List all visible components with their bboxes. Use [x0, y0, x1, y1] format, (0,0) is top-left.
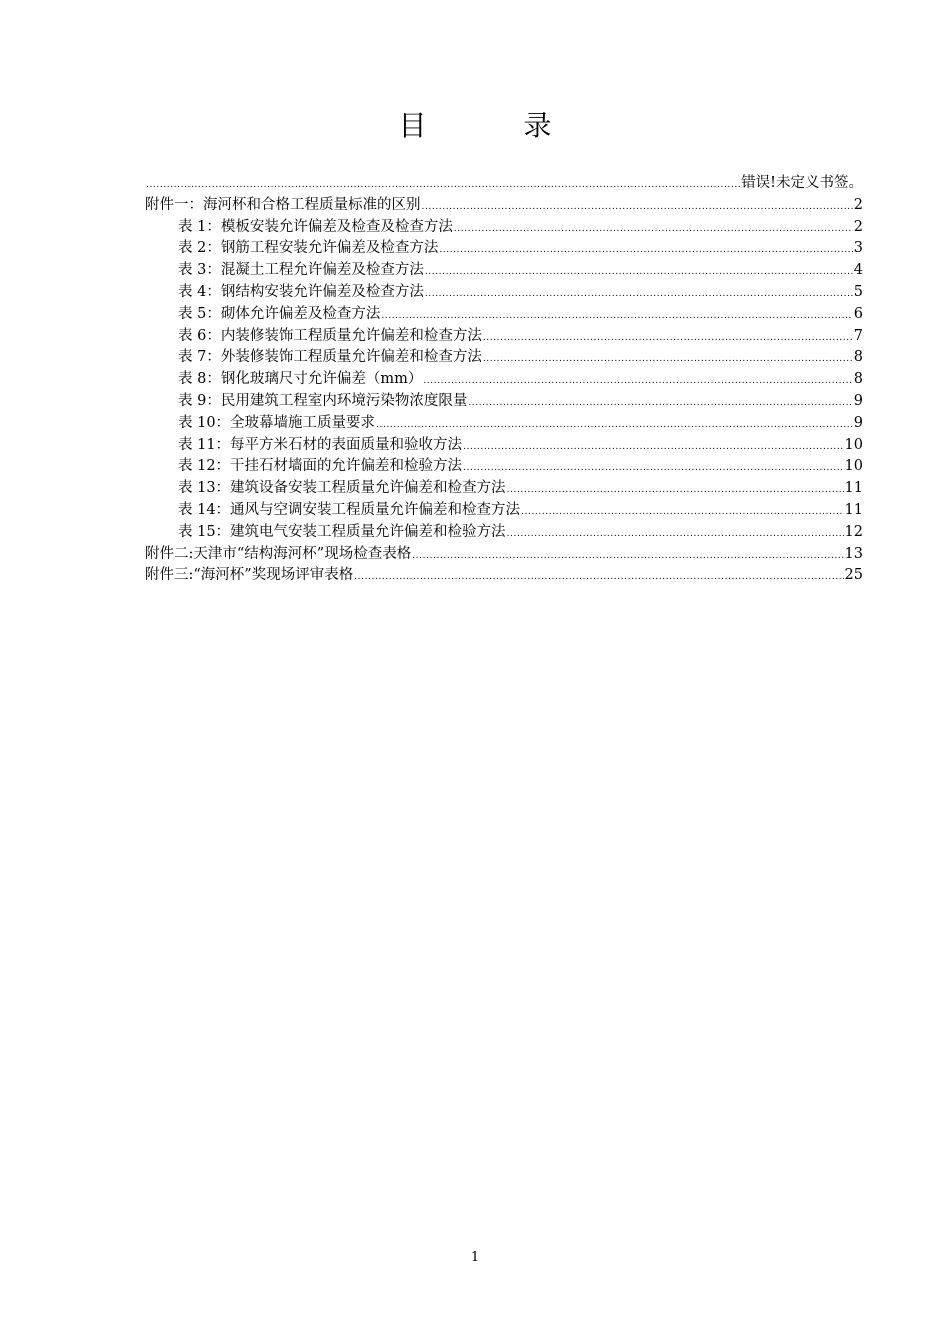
- toc-entry[interactable]: [145, 195, 863, 217]
- toc-entry-label: 表 3：混凝土工程允许偏差及检查方法: [178, 262, 424, 279]
- toc-entry-page: 2: [853, 196, 863, 213]
- toc-entry-page: 8: [853, 371, 863, 388]
- toc-entry-label: 表 7：外装修装饰工程质量允许偏差和检查方法: [178, 349, 482, 366]
- toc-entry[interactable]: [145, 173, 863, 195]
- toc-entry[interactable]: [145, 413, 863, 435]
- toc-entry-page: 11: [844, 480, 863, 497]
- toc-entry[interactable]: [145, 500, 863, 522]
- toc-dot-leader: [463, 458, 843, 480]
- toc-entry-page: 9: [853, 392, 863, 409]
- toc-entry[interactable]: [145, 217, 863, 239]
- toc-entry-page: 8: [853, 349, 863, 366]
- toc-dot-leader: [412, 546, 843, 568]
- toc-entry-label: 表 11：每平方米石材的表面质量和验收方法: [178, 436, 463, 453]
- toc-entry[interactable]: [145, 522, 863, 544]
- toc-dot-leader: [483, 349, 853, 371]
- toc-entry-page: 10: [844, 458, 863, 475]
- toc-entry-label: 表 6：内装修装饰工程质量允许偏差和检查方法: [178, 327, 482, 344]
- toc-dot-leader: [425, 262, 853, 284]
- toc-dot-leader: [425, 284, 853, 306]
- toc-entry-label: 附件一：海河杯和合格工程质量标准的区别: [145, 196, 421, 213]
- toc-dot-leader: [381, 306, 852, 328]
- toc-entry-label: 表 2：钢筋工程安装允许偏差及检查方法: [178, 240, 439, 257]
- toc-entry-page: 7: [853, 327, 863, 344]
- toc-entry[interactable]: [145, 347, 863, 369]
- toc-entry-page: 10: [844, 436, 863, 453]
- toc-dot-leader: [422, 197, 853, 219]
- toc-entry-page: 9: [853, 414, 863, 431]
- toc-entry[interactable]: [145, 565, 863, 587]
- toc-dot-leader: [483, 328, 853, 350]
- toc-entry-page: 3: [853, 240, 863, 257]
- toc-entry-label: 表 13：建筑设备安装工程质量允许偏差和检查方法: [178, 480, 506, 497]
- toc-entry-page: 错误!未定义书签。: [741, 175, 863, 191]
- toc-entry-page: 12: [844, 523, 863, 540]
- toc-dot-leader: [354, 567, 843, 589]
- page-number: 1: [470, 1250, 480, 1265]
- toc-entry-page: 5: [853, 283, 863, 300]
- toc-entry-label: 表 4：钢结构安装允许偏差及检查方法: [178, 283, 424, 300]
- toc-dot-leader: [507, 480, 844, 502]
- toc-entry-page: 4: [853, 262, 863, 279]
- toc-dot-leader: [376, 415, 853, 437]
- toc-entry[interactable]: [145, 282, 863, 304]
- toc-entry-label: 表 1：模板安装允许偏差及检查及检查方法: [178, 218, 453, 235]
- toc-entry-label: 表 9：民用建筑工程室内环境污染物浓度限量: [178, 392, 468, 409]
- toc-entry[interactable]: [145, 369, 863, 391]
- toc-entry-label: 表 5：砌体允许偏差及检查方法: [178, 305, 381, 322]
- toc-entry[interactable]: [145, 238, 863, 260]
- toc-entry-label: 附件二:天津市“结构海河杯”现场检查表格: [145, 545, 412, 562]
- toc-entry-page: 13: [844, 545, 863, 562]
- toc-entry[interactable]: [145, 544, 863, 566]
- toc-dot-leader: [423, 371, 852, 393]
- toc-dot-leader: [146, 175, 740, 197]
- toc-dot-leader: [468, 393, 852, 415]
- toc-entry-page: 6: [853, 305, 863, 322]
- toc-entry-label: 表 12：干挂石材墙面的允许偏差和检验方法: [178, 458, 463, 475]
- toc-dot-leader: [463, 437, 843, 459]
- toc-dot-leader: [439, 240, 852, 262]
- toc-entry[interactable]: [145, 304, 863, 326]
- toc-entry[interactable]: [145, 391, 863, 413]
- toc-entry[interactable]: [145, 456, 863, 478]
- page-title: 目 录: [398, 109, 596, 142]
- toc-dot-leader: [521, 502, 843, 524]
- toc-entry[interactable]: [145, 260, 863, 282]
- toc-dot-leader: [507, 524, 844, 546]
- toc-entry-label: 表 14：通风与空调安装工程质量允许偏差和检查方法: [178, 501, 521, 518]
- table-of-contents: [145, 173, 863, 587]
- toc-entry-label: 附件三:“海河杯”奖现场评审表格: [145, 567, 354, 584]
- toc-entry-page: 25: [844, 567, 863, 584]
- toc-dot-leader: [454, 219, 853, 241]
- toc-entry[interactable]: [145, 326, 863, 348]
- toc-entry-page: 11: [844, 501, 863, 518]
- toc-entry-label: 表 15：建筑电气安装工程质量允许偏差和检验方法: [178, 523, 506, 540]
- toc-entry[interactable]: [145, 478, 863, 500]
- toc-entry-label: 表 8：钢化玻璃尺寸允许偏差（mm）: [178, 371, 423, 388]
- toc-entry-label: 表 10：全玻幕墙施工质量要求: [178, 414, 376, 431]
- toc-entry-page: 2: [853, 218, 863, 235]
- toc-entry[interactable]: [145, 435, 863, 457]
